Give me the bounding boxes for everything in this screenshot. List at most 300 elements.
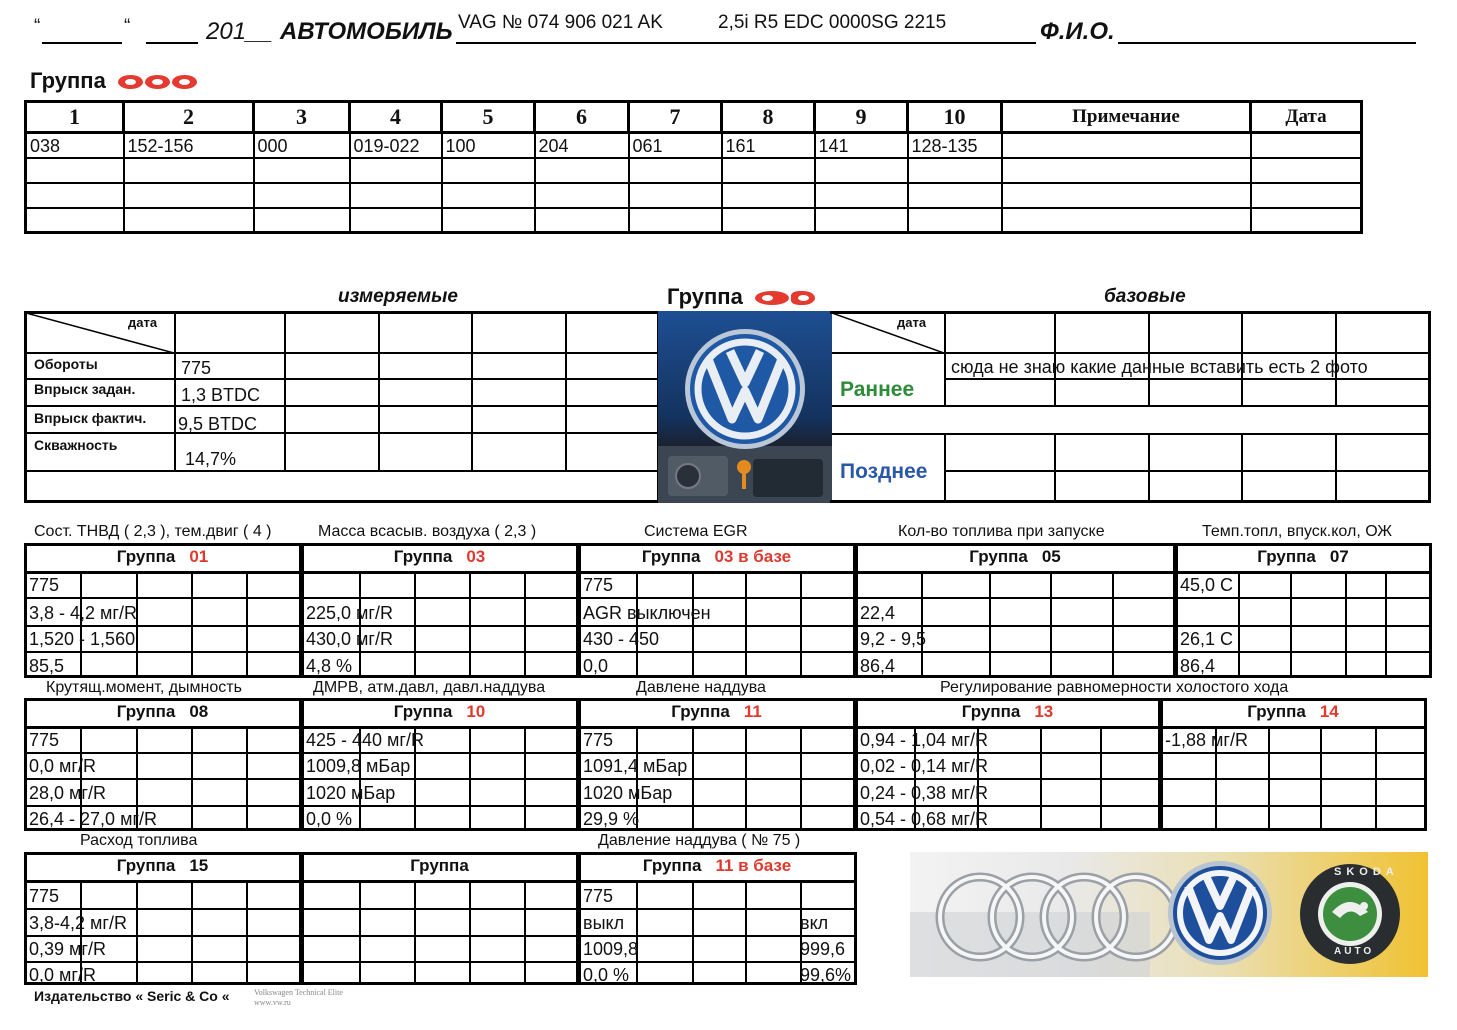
cell[interactable] bbox=[629, 208, 722, 233]
divider bbox=[24, 726, 301, 729]
divider bbox=[24, 571, 301, 574]
divider bbox=[578, 571, 855, 574]
group-value[interactable]: 1091,4 мБар bbox=[583, 756, 688, 776]
group-value[interactable]: 775 bbox=[29, 730, 60, 750]
engine-code: 2,5i R5 EDC 0000SG 2215 bbox=[718, 12, 947, 33]
cell[interactable] bbox=[254, 183, 350, 208]
divider bbox=[26, 908, 301, 910]
divider bbox=[857, 752, 1160, 754]
cell[interactable] bbox=[254, 208, 350, 233]
group-value[interactable]: 45,0 C bbox=[1180, 575, 1234, 595]
group-value[interactable]: 1009,8 мБар bbox=[306, 756, 411, 776]
group-value[interactable]: 86,4 bbox=[860, 656, 896, 676]
divider bbox=[857, 651, 1175, 653]
cell[interactable]: 061 bbox=[629, 133, 722, 158]
group-value[interactable]: 0,94 - 1,04 мг/R bbox=[860, 730, 989, 750]
group-header bbox=[578, 856, 856, 876]
col-7-header: 7 bbox=[629, 102, 722, 133]
footer-small-2: www.vw.ru bbox=[254, 998, 291, 1007]
divider bbox=[26, 470, 658, 472]
group-header bbox=[855, 547, 1175, 567]
divider bbox=[855, 571, 1175, 574]
group-value[interactable]: 430,0 мг/R bbox=[306, 629, 393, 649]
group-value[interactable]: 775 bbox=[583, 886, 614, 906]
cell[interactable] bbox=[815, 183, 908, 208]
cell[interactable] bbox=[1251, 133, 1362, 158]
group-number: 03 в базе bbox=[714, 547, 792, 566]
group-number: 03 bbox=[466, 547, 486, 566]
group-label: Группа bbox=[116, 547, 176, 566]
col-8-header: 8 bbox=[722, 102, 815, 133]
group-number: 01 bbox=[189, 547, 209, 566]
divider bbox=[857, 625, 1175, 627]
divider bbox=[1050, 571, 1052, 675]
group-header bbox=[301, 547, 578, 567]
cell[interactable] bbox=[629, 183, 722, 208]
engine-photo bbox=[658, 311, 832, 503]
late-label: Позднее bbox=[840, 460, 928, 483]
group-label: Группа bbox=[410, 856, 469, 875]
cell[interactable] bbox=[124, 158, 254, 183]
group-caption: Кол-во топлива при запуске bbox=[898, 523, 1105, 540]
cell[interactable] bbox=[722, 208, 815, 233]
cell[interactable] bbox=[815, 208, 908, 233]
fio-line[interactable] bbox=[1118, 42, 1416, 44]
group-header bbox=[301, 856, 578, 876]
divider bbox=[26, 432, 658, 434]
group-value[interactable]: 0,02 - 0,14 мг/R bbox=[860, 756, 989, 776]
divider bbox=[800, 726, 802, 828]
group-value[interactable]: 9,2 - 9,5 bbox=[860, 629, 927, 649]
group-value[interactable]: AGR выключен bbox=[583, 603, 711, 623]
injection-actual-value[interactable]: 9,5 BTDC bbox=[178, 414, 258, 434]
divider bbox=[174, 313, 176, 471]
skoda-text-top: SKODA bbox=[1334, 866, 1399, 878]
group-value[interactable]: 775 bbox=[29, 575, 60, 595]
group-value[interactable]: 0,0 % bbox=[306, 809, 353, 829]
divider bbox=[26, 378, 658, 380]
divider bbox=[1160, 726, 1426, 729]
group-caption: Расход топлива bbox=[80, 832, 198, 849]
divider bbox=[580, 961, 856, 963]
divider bbox=[26, 935, 301, 937]
divider bbox=[303, 651, 578, 653]
duty-value[interactable]: 14,7% bbox=[185, 449, 237, 469]
divider bbox=[857, 805, 1160, 807]
cell[interactable]: 204 bbox=[535, 133, 629, 158]
divider bbox=[580, 935, 856, 937]
cell[interactable] bbox=[254, 158, 350, 183]
divider bbox=[246, 571, 248, 675]
cell[interactable] bbox=[350, 208, 442, 233]
table-row bbox=[26, 158, 1362, 183]
divider bbox=[832, 433, 1429, 435]
group-value[interactable]: 1020 мБар bbox=[583, 783, 673, 803]
group-label: Группа bbox=[393, 547, 453, 566]
cell[interactable] bbox=[629, 158, 722, 183]
divider bbox=[469, 880, 471, 982]
divider bbox=[1385, 571, 1387, 675]
group-header bbox=[24, 547, 301, 567]
group-label: Группа bbox=[961, 702, 1021, 721]
cell[interactable] bbox=[722, 158, 815, 183]
group-value[interactable]: 0,0 мг/R bbox=[29, 756, 96, 776]
measured-date-label: дата bbox=[128, 315, 158, 330]
divider bbox=[1040, 726, 1042, 828]
divider bbox=[303, 908, 578, 910]
divider bbox=[301, 880, 578, 883]
cell[interactable] bbox=[1002, 133, 1251, 158]
divider bbox=[284, 313, 286, 471]
divider bbox=[246, 880, 248, 982]
divider bbox=[24, 880, 301, 883]
group-caption: ДМРВ, атм.давл, давл.наддува bbox=[313, 679, 546, 696]
quote-close: “ bbox=[124, 16, 131, 37]
rpm-label: Обороты bbox=[34, 356, 98, 372]
injection-set-label: Впрыск задан. bbox=[34, 381, 136, 397]
divider bbox=[1320, 726, 1322, 828]
group-value[interactable]: 3,8 - 4,2 мг/R bbox=[29, 603, 137, 623]
divider bbox=[944, 378, 1429, 380]
group-000-header-row bbox=[26, 102, 1362, 133]
divider bbox=[745, 571, 747, 675]
divider bbox=[1162, 752, 1426, 754]
divider bbox=[855, 726, 1160, 729]
divider bbox=[524, 726, 526, 828]
divider bbox=[578, 880, 856, 883]
group-value[interactable]: 0,39 мг/R bbox=[29, 939, 106, 959]
vw-logo-banner-icon bbox=[1165, 858, 1275, 968]
group-number: 14 bbox=[1319, 702, 1339, 721]
injection-set-value[interactable]: 1,3 BTDC bbox=[181, 385, 261, 405]
divider bbox=[1162, 805, 1426, 807]
group-value[interactable]: 22,4 bbox=[860, 603, 896, 623]
divider bbox=[26, 405, 658, 407]
divider bbox=[580, 805, 855, 807]
divider bbox=[246, 726, 248, 828]
col-5-header: 5 bbox=[442, 102, 535, 133]
divider bbox=[636, 880, 638, 982]
group-value[interactable]: 0,0 bbox=[583, 656, 609, 676]
note-header: Примечание bbox=[1002, 102, 1251, 133]
divider bbox=[800, 571, 802, 675]
group-header bbox=[1160, 702, 1426, 722]
group-value[interactable]: 29,9 % bbox=[583, 809, 640, 829]
divider bbox=[857, 778, 1160, 780]
divider bbox=[469, 726, 471, 828]
group-header bbox=[24, 856, 301, 876]
base-caption: базовые bbox=[1104, 286, 1186, 307]
date-header: Дата bbox=[1251, 102, 1362, 133]
group-value[interactable]: 425 - 440 мг/R bbox=[306, 730, 425, 750]
divider bbox=[1148, 434, 1150, 501]
cell[interactable]: 152-156 bbox=[124, 133, 254, 158]
group-value[interactable]: 86,4 bbox=[1180, 656, 1216, 676]
divider bbox=[1177, 651, 1431, 653]
group-caption: Темп.топл, впуск.кол, ОЖ bbox=[1202, 523, 1393, 540]
cell[interactable] bbox=[1002, 183, 1251, 208]
group-value[interactable]: 1009,8 bbox=[583, 939, 639, 959]
early-label: Раннее bbox=[840, 378, 915, 401]
cell[interactable] bbox=[350, 183, 442, 208]
cell[interactable] bbox=[26, 183, 124, 208]
base-note[interactable]: сюда не знаю какие данные вставить есть 2 фото bbox=[951, 357, 1368, 377]
base-diagonal bbox=[832, 313, 944, 353]
month-line[interactable] bbox=[146, 42, 198, 44]
group-label: Группа bbox=[116, 702, 176, 721]
col-1-header: 1 bbox=[26, 102, 124, 133]
footer-small-1: Volkswagen Technical Elite bbox=[254, 988, 343, 997]
divider bbox=[580, 625, 855, 627]
divider bbox=[832, 405, 1429, 407]
group-value[interactable]: 775 bbox=[583, 575, 614, 595]
group-value[interactable]: 775 bbox=[29, 886, 60, 906]
group-value[interactable]: 430 - 450 bbox=[583, 629, 660, 649]
group-caption: Крутящ.момент, дымность bbox=[46, 679, 242, 696]
table-row bbox=[26, 183, 1362, 208]
group-number: 11 в базе bbox=[715, 856, 792, 875]
divider bbox=[303, 625, 578, 627]
divider bbox=[303, 935, 578, 937]
group-label: Группа bbox=[1257, 547, 1316, 566]
cell[interactable] bbox=[908, 208, 1002, 233]
publisher: Издательство « Seric & Co « bbox=[34, 988, 230, 1004]
divider bbox=[1268, 726, 1270, 828]
divider bbox=[303, 778, 578, 780]
group-label: Группа bbox=[116, 856, 176, 875]
car-title: АВТОМОБИЛЬ bbox=[280, 18, 453, 45]
vw-logo-icon bbox=[658, 311, 832, 503]
quote-open: “ bbox=[34, 16, 41, 37]
divider bbox=[1177, 625, 1431, 627]
col-10-header: 10 bbox=[908, 102, 1002, 133]
divider bbox=[580, 908, 856, 910]
cell[interactable] bbox=[1251, 158, 1362, 183]
group-value[interactable]: 1020 мБар bbox=[306, 783, 396, 803]
divider bbox=[692, 880, 694, 982]
divider bbox=[191, 571, 193, 675]
divider bbox=[26, 625, 301, 627]
group-caption: Регулирование равномерности холостого хода bbox=[940, 679, 1289, 696]
cell[interactable]: 038 bbox=[26, 133, 124, 158]
divider bbox=[303, 752, 578, 754]
cell[interactable] bbox=[815, 158, 908, 183]
divider bbox=[26, 752, 301, 754]
divider bbox=[921, 571, 923, 675]
group-value[interactable]: 3,8-4,2 мг/R bbox=[29, 913, 127, 933]
measured-caption: измеряемые bbox=[338, 286, 458, 307]
group-header bbox=[578, 702, 855, 722]
cell[interactable] bbox=[26, 158, 124, 183]
cell[interactable]: 128-135 bbox=[908, 133, 1002, 158]
group-value-right[interactable]: вкл bbox=[800, 913, 829, 933]
cell[interactable] bbox=[535, 158, 629, 183]
cell[interactable] bbox=[350, 158, 442, 183]
col-3-header: 3 bbox=[254, 102, 350, 133]
divider bbox=[1345, 571, 1347, 675]
group-value[interactable]: 0,0 мг/R bbox=[29, 965, 96, 985]
group-04-rings bbox=[755, 284, 817, 309]
group-value-right[interactable]: 99,6% bbox=[800, 965, 852, 985]
divider bbox=[580, 651, 855, 653]
group-value[interactable]: 26,4 - 27,0 мг/R bbox=[29, 809, 158, 829]
group-number: 13 bbox=[1034, 702, 1054, 721]
divider bbox=[471, 313, 473, 471]
cell[interactable]: 100 bbox=[442, 133, 535, 158]
rpm-value[interactable]: 775 bbox=[181, 358, 212, 378]
divider bbox=[1112, 571, 1114, 675]
group-000-rings bbox=[118, 68, 199, 93]
group-000-title: Группа bbox=[30, 68, 199, 94]
group-label: Группа bbox=[393, 702, 453, 721]
divider bbox=[469, 571, 471, 675]
divider bbox=[1162, 778, 1426, 780]
divider bbox=[1335, 434, 1337, 501]
group-caption: Давление наддува ( № 75 ) bbox=[598, 832, 801, 849]
group-header bbox=[578, 547, 855, 567]
group-value[interactable]: 28,0 мг/R bbox=[29, 783, 106, 803]
divider bbox=[580, 597, 855, 599]
fio-label: Ф.И.О. bbox=[1040, 18, 1115, 45]
divider bbox=[136, 880, 138, 982]
group-04-title: Группа bbox=[667, 284, 817, 310]
group-caption: Масса всасыв. воздуха ( 2,3 ) bbox=[318, 523, 537, 540]
cell[interactable]: 019-022 bbox=[350, 133, 442, 158]
group-label: Группа bbox=[642, 856, 702, 875]
group-value[interactable]: 85,5 bbox=[29, 656, 65, 676]
divider bbox=[1177, 597, 1431, 599]
cell[interactable] bbox=[722, 183, 815, 208]
group-value[interactable]: -1,88 мг/R bbox=[1165, 730, 1248, 750]
cell[interactable] bbox=[535, 183, 629, 208]
divider bbox=[191, 880, 193, 982]
divider bbox=[26, 651, 301, 653]
brand-banner bbox=[910, 852, 1428, 977]
table-row bbox=[26, 133, 1362, 158]
divider bbox=[301, 726, 578, 729]
divider bbox=[301, 571, 578, 574]
group-header bbox=[1175, 547, 1431, 567]
group-number: 15 bbox=[189, 856, 209, 875]
divider bbox=[524, 880, 526, 982]
divider bbox=[1241, 434, 1243, 501]
cell[interactable] bbox=[1251, 208, 1362, 233]
base-date-label: дата bbox=[897, 315, 927, 330]
col-6-header: 6 bbox=[535, 102, 629, 133]
cell[interactable] bbox=[442, 183, 535, 208]
group-caption: Давлене наддува bbox=[636, 679, 766, 696]
divider bbox=[303, 805, 578, 807]
cell[interactable]: 000 bbox=[254, 133, 350, 158]
divider bbox=[303, 961, 578, 963]
cell[interactable] bbox=[1002, 158, 1251, 183]
group-value-right[interactable]: 999,6 bbox=[800, 939, 846, 959]
divider bbox=[580, 778, 855, 780]
group-label: Группа bbox=[641, 547, 701, 566]
divider bbox=[26, 352, 658, 354]
divider bbox=[857, 597, 1175, 599]
cell[interactable] bbox=[124, 208, 254, 233]
divider bbox=[989, 571, 991, 675]
divider bbox=[524, 571, 526, 675]
group-value[interactable]: 0,0 % bbox=[583, 965, 630, 985]
divider bbox=[745, 726, 747, 828]
divider bbox=[1054, 434, 1056, 501]
group-value[interactable]: 225,0 мг/R bbox=[306, 603, 393, 623]
divider bbox=[565, 313, 567, 471]
cell[interactable]: 161 bbox=[722, 133, 815, 158]
col-4-header: 4 bbox=[350, 102, 442, 133]
divider bbox=[745, 880, 747, 982]
cell[interactable] bbox=[1002, 208, 1251, 233]
skoda-text-bottom: AUTO bbox=[1334, 946, 1375, 957]
group-label: Группа bbox=[1247, 702, 1306, 721]
cell[interactable] bbox=[124, 183, 254, 208]
group-number: 05 bbox=[1041, 547, 1061, 566]
group-value[interactable]: выкл bbox=[583, 913, 625, 933]
divider bbox=[378, 313, 380, 471]
group-value[interactable]: 26,1 C bbox=[1180, 629, 1234, 649]
divider bbox=[414, 880, 416, 982]
duty-label: Скважность bbox=[34, 437, 118, 453]
divider bbox=[1290, 571, 1292, 675]
divider bbox=[26, 961, 301, 963]
cell[interactable] bbox=[442, 208, 535, 233]
divider bbox=[944, 434, 946, 501]
divider bbox=[580, 752, 855, 754]
cell[interactable] bbox=[1251, 183, 1362, 208]
injection-actual-label: Впрыск фактич. bbox=[34, 410, 147, 426]
group-000-table bbox=[24, 100, 1363, 234]
divider bbox=[191, 726, 193, 828]
group-number: 08 bbox=[189, 702, 209, 721]
vag-number: VAG № 074 906 021 AK bbox=[458, 12, 663, 33]
group-number: 11 bbox=[743, 702, 762, 721]
divider bbox=[1375, 726, 1377, 828]
group-value[interactable]: 1,520 - 1,560 bbox=[29, 629, 136, 649]
divider bbox=[832, 352, 1429, 354]
day-line[interactable] bbox=[42, 42, 122, 44]
divider bbox=[944, 470, 1429, 472]
group-label: Группа bbox=[969, 547, 1028, 566]
divider bbox=[1238, 571, 1240, 675]
group-number: 07 bbox=[1329, 547, 1349, 566]
cell[interactable] bbox=[535, 208, 629, 233]
col-9-header: 9 bbox=[815, 102, 908, 133]
group-value[interactable]: 0,54 - 0,68 мг/R bbox=[860, 809, 989, 829]
divider bbox=[944, 313, 946, 406]
group-value[interactable]: 4,8 % bbox=[306, 656, 353, 676]
divider bbox=[578, 726, 855, 729]
cell[interactable] bbox=[442, 158, 535, 183]
divider bbox=[1100, 726, 1102, 828]
col-2-header: 2 bbox=[124, 102, 254, 133]
car-line[interactable] bbox=[456, 42, 1036, 44]
divider bbox=[26, 778, 301, 780]
cell[interactable] bbox=[908, 158, 1002, 183]
group-value[interactable]: 775 bbox=[583, 730, 614, 750]
group-header bbox=[301, 702, 578, 722]
group-caption: Система EGR bbox=[644, 523, 748, 540]
divider bbox=[692, 726, 694, 828]
group-caption: Сост. ТНВД ( 2,3 ), тем.двиг ( 4 ) bbox=[34, 523, 272, 540]
divider bbox=[26, 597, 301, 599]
cell[interactable] bbox=[26, 208, 124, 233]
cell[interactable] bbox=[908, 183, 1002, 208]
cell[interactable]: 141 bbox=[815, 133, 908, 158]
group-value[interactable]: 0,24 - 0,38 мг/R bbox=[860, 783, 989, 803]
year-field[interactable]: 201__ bbox=[206, 18, 273, 45]
